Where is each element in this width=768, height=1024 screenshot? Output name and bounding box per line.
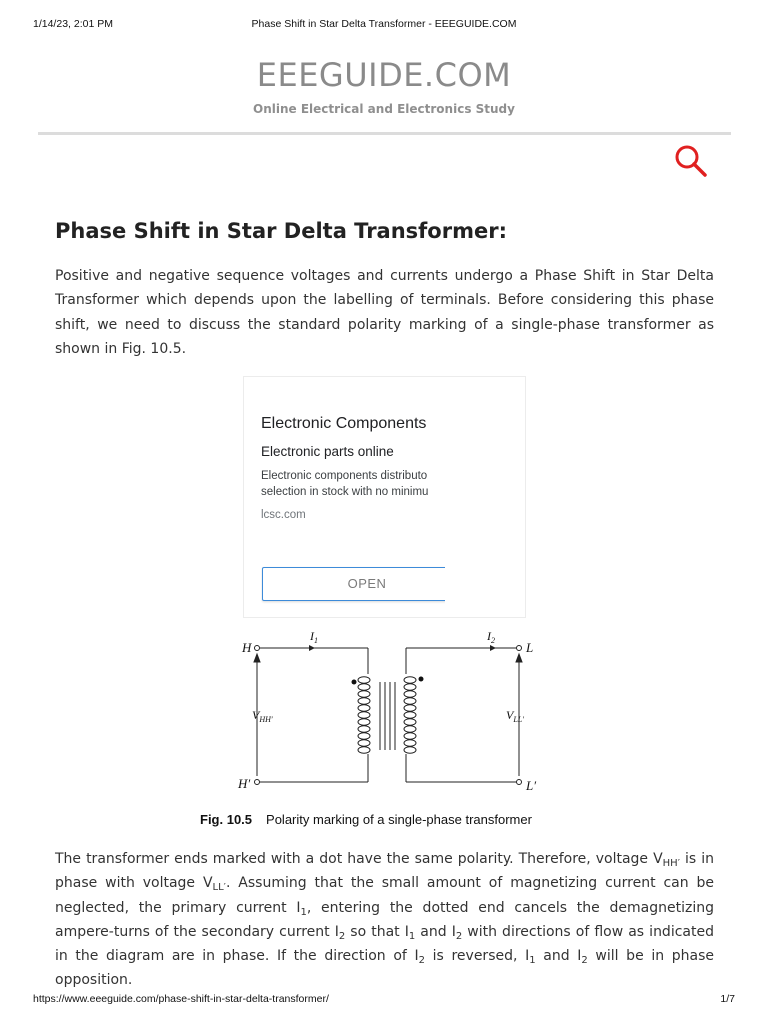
label-L-prime: L′ bbox=[526, 778, 537, 793]
figure-caption bbox=[200, 812, 532, 827]
primary-circuit bbox=[257, 648, 368, 782]
primary-polarity-dot bbox=[352, 680, 357, 685]
ad-description bbox=[261, 468, 428, 500]
article-paragraph-2: The transformer ends marked with a dot have the same polarity. Therefore, voltage $V_{HH'}$ is in phase with voltage $V_{LL'}$. Assuming that the small amount of magnetizing current can be neglected, the primary current $I_1$, entering the dotted end cancels the demagnetizing ampere-turns of the secondary current $I_2$ so that $I_1$ and $I_2$ with directions of flow as indicated in the diagram are in phase. If the direction of $I_2$ is reversed, $I_1$ and $I_2$ will be in phase opposition. bbox=[55, 851, 715, 989]
label-I2: $I_2$ bbox=[487, 629, 495, 645]
voltage-arrows bbox=[254, 654, 522, 662]
print-header bbox=[33, 18, 735, 32]
article-title: Phase Shift in Star Delta Transformer: bbox=[55, 219, 507, 243]
figure-caption-text: Polarity marking of a single-phase transformer bbox=[266, 812, 532, 827]
header-divider bbox=[38, 132, 731, 135]
ad-description-line: selection in stock with no minimu bbox=[261, 486, 429, 498]
transformer-diagram-svg bbox=[200, 624, 580, 824]
label-H: H bbox=[242, 640, 252, 655]
print-page-number: 1/7 bbox=[720, 993, 735, 1005]
ad-subtitle: Electronic parts online bbox=[261, 444, 394, 459]
print-doc-title: Phase Shift in Star Delta Transformer - EEEGUIDE.COM bbox=[251, 18, 517, 30]
ad-card[interactable] bbox=[243, 376, 526, 618]
print-datetime: 1/14/23, 2:01 PM bbox=[33, 18, 113, 30]
figure-number: Fig. 10.5 bbox=[200, 812, 253, 827]
transformer-core bbox=[380, 682, 395, 750]
primary-coil bbox=[358, 677, 370, 753]
label-VHH: $V_{HH'}$ bbox=[252, 708, 273, 724]
secondary-circuit bbox=[406, 648, 519, 782]
site-logo-link[interactable]: EEEGUIDE.COM bbox=[256, 56, 512, 94]
site-header bbox=[0, 56, 768, 116]
terminals bbox=[255, 646, 522, 785]
print-footer bbox=[33, 993, 735, 1007]
ad-url[interactable]: lcsc.com bbox=[261, 509, 306, 521]
ad-content bbox=[261, 377, 445, 618]
ad-description-line: Electronic components distributo bbox=[261, 470, 428, 482]
article-paragraph-1: Positive and negative sequence voltages and currents undergo a Phase Shift in Star Delta Transformer which depends upon the labelling of terminals. Before considering this phase shift, we need to discuss the standard polarity marking of a single-phase transformer as shown in Fig. 10.5. bbox=[55, 268, 714, 357]
site-tagline: Online Electrical and Electronics Study bbox=[253, 102, 515, 116]
label-H-prime: H′ bbox=[238, 776, 251, 791]
ad-open-button[interactable]: OPEN bbox=[262, 567, 445, 601]
transformer-diagram bbox=[200, 624, 580, 834]
secondary-polarity-dot bbox=[419, 677, 424, 682]
label-L: L bbox=[526, 640, 534, 655]
print-url: https://www.eeeguide.com/phase-shift-in-star-delta-transformer/ bbox=[33, 993, 329, 1005]
label-I1: $I_1$ bbox=[310, 629, 318, 645]
search-icon bbox=[672, 143, 710, 179]
secondary-coil bbox=[404, 677, 416, 753]
ad-title[interactable]: Electronic Components bbox=[261, 415, 427, 432]
label-VLL: $V_{LL'}$ bbox=[506, 708, 524, 724]
article bbox=[55, 216, 714, 246]
search-button[interactable] bbox=[672, 143, 710, 179]
